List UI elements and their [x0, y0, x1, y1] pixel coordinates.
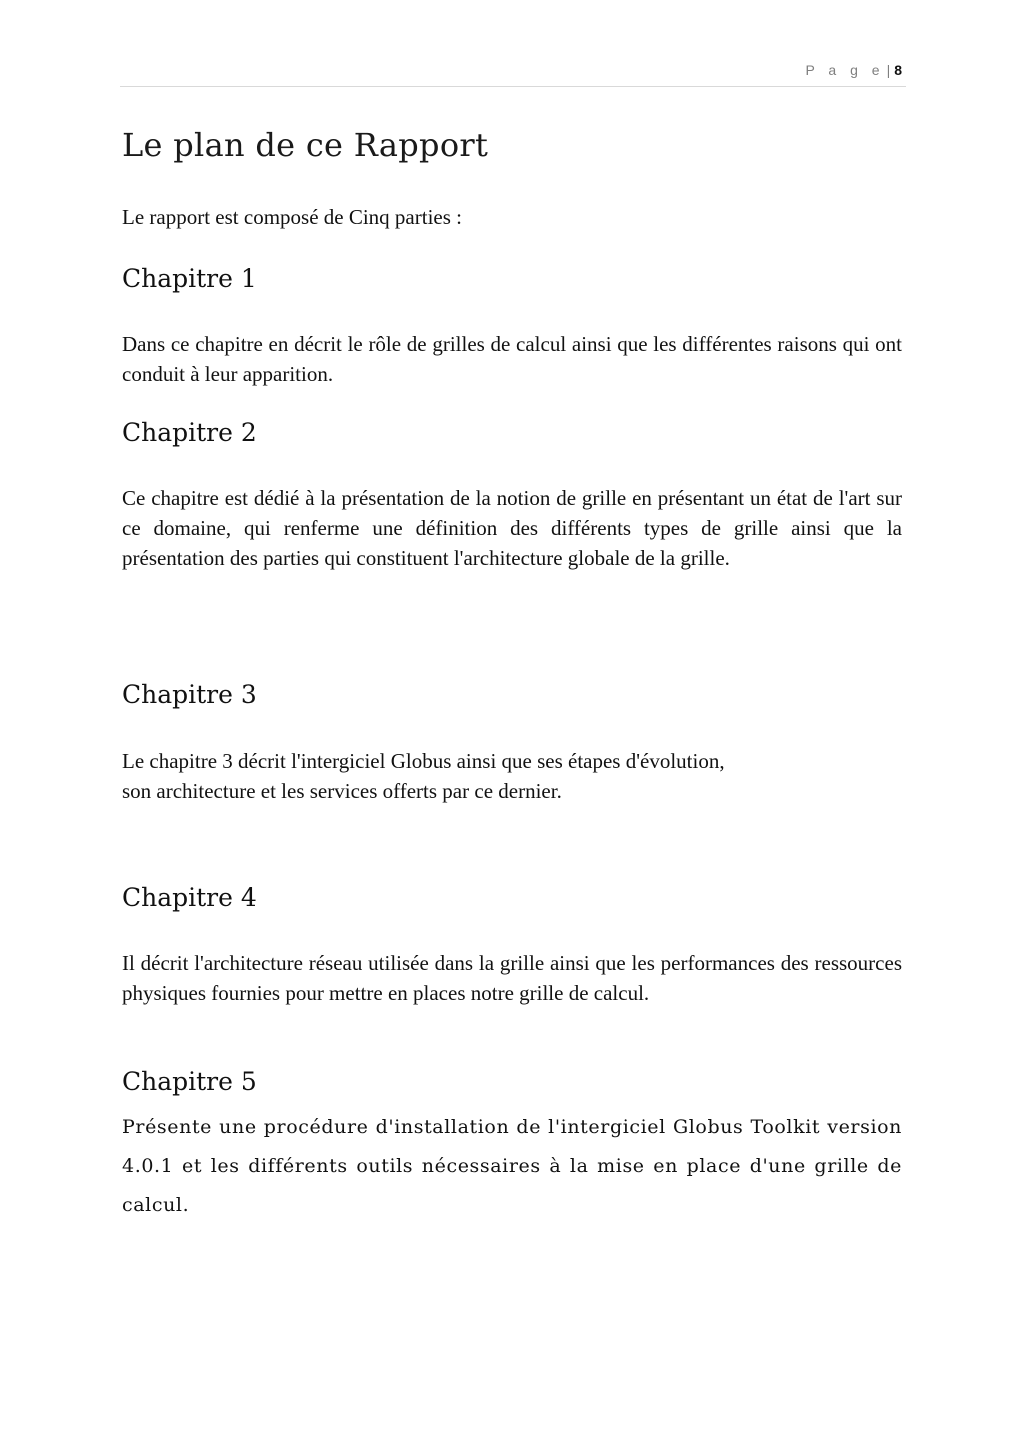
intro-paragraph: Le rapport est composé de Cinq parties :	[122, 205, 462, 229]
page-title: Le plan de ce Rapport	[122, 126, 489, 164]
chapter-5-heading: Chapitre 5	[122, 1067, 257, 1096]
chapter-3-text-line-2: son architecture et les services offerts par ce dernier.	[122, 779, 562, 803]
chapter-2-heading: Chapitre 2	[122, 418, 257, 447]
page-label: P a g e	[805, 62, 885, 78]
chapter-5-text: Présente une procédure d'installation de l'intergiciel Globus Toolkit version 4.0.1 et les différents outils nécessaires à la mise en place d'une grille de calcul.	[122, 1116, 902, 1216]
chapter-3-heading: Chapitre 3	[122, 680, 257, 709]
chapter-2-text: Ce chapitre est dédié à la présentation de la notion de grille en présentant un état de l'art sur ce domaine, qui renferme une définition des différents types de grille ainsi que la présentation des parties qui constituent l'architecture globale de la grille.	[122, 486, 902, 570]
chapter-3-text	[122, 746, 902, 806]
chapter-3-text-line-1: Le chapitre 3 décrit l'intergiciel Globus ainsi que ses étapes d'évolution,	[122, 749, 725, 773]
chapter-4-heading: Chapitre 4	[122, 883, 257, 912]
chapter-1-text: Dans ce chapitre en décrit le rôle de grilles de calcul ainsi que les différentes raisons qui ont conduit à leur apparition.	[122, 332, 902, 386]
chapter-1-heading: Chapitre 1	[122, 264, 257, 293]
page-number: 8	[894, 62, 902, 78]
page-number-indicator	[805, 62, 902, 78]
chapter-4-text: Il décrit l'architecture réseau utilisée dans la grille ainsi que les performances des ressources physiques fournies pour mettre en places notre grille de calcul.	[122, 951, 902, 1005]
page-separator: |	[886, 62, 891, 78]
page-header	[120, 62, 906, 87]
